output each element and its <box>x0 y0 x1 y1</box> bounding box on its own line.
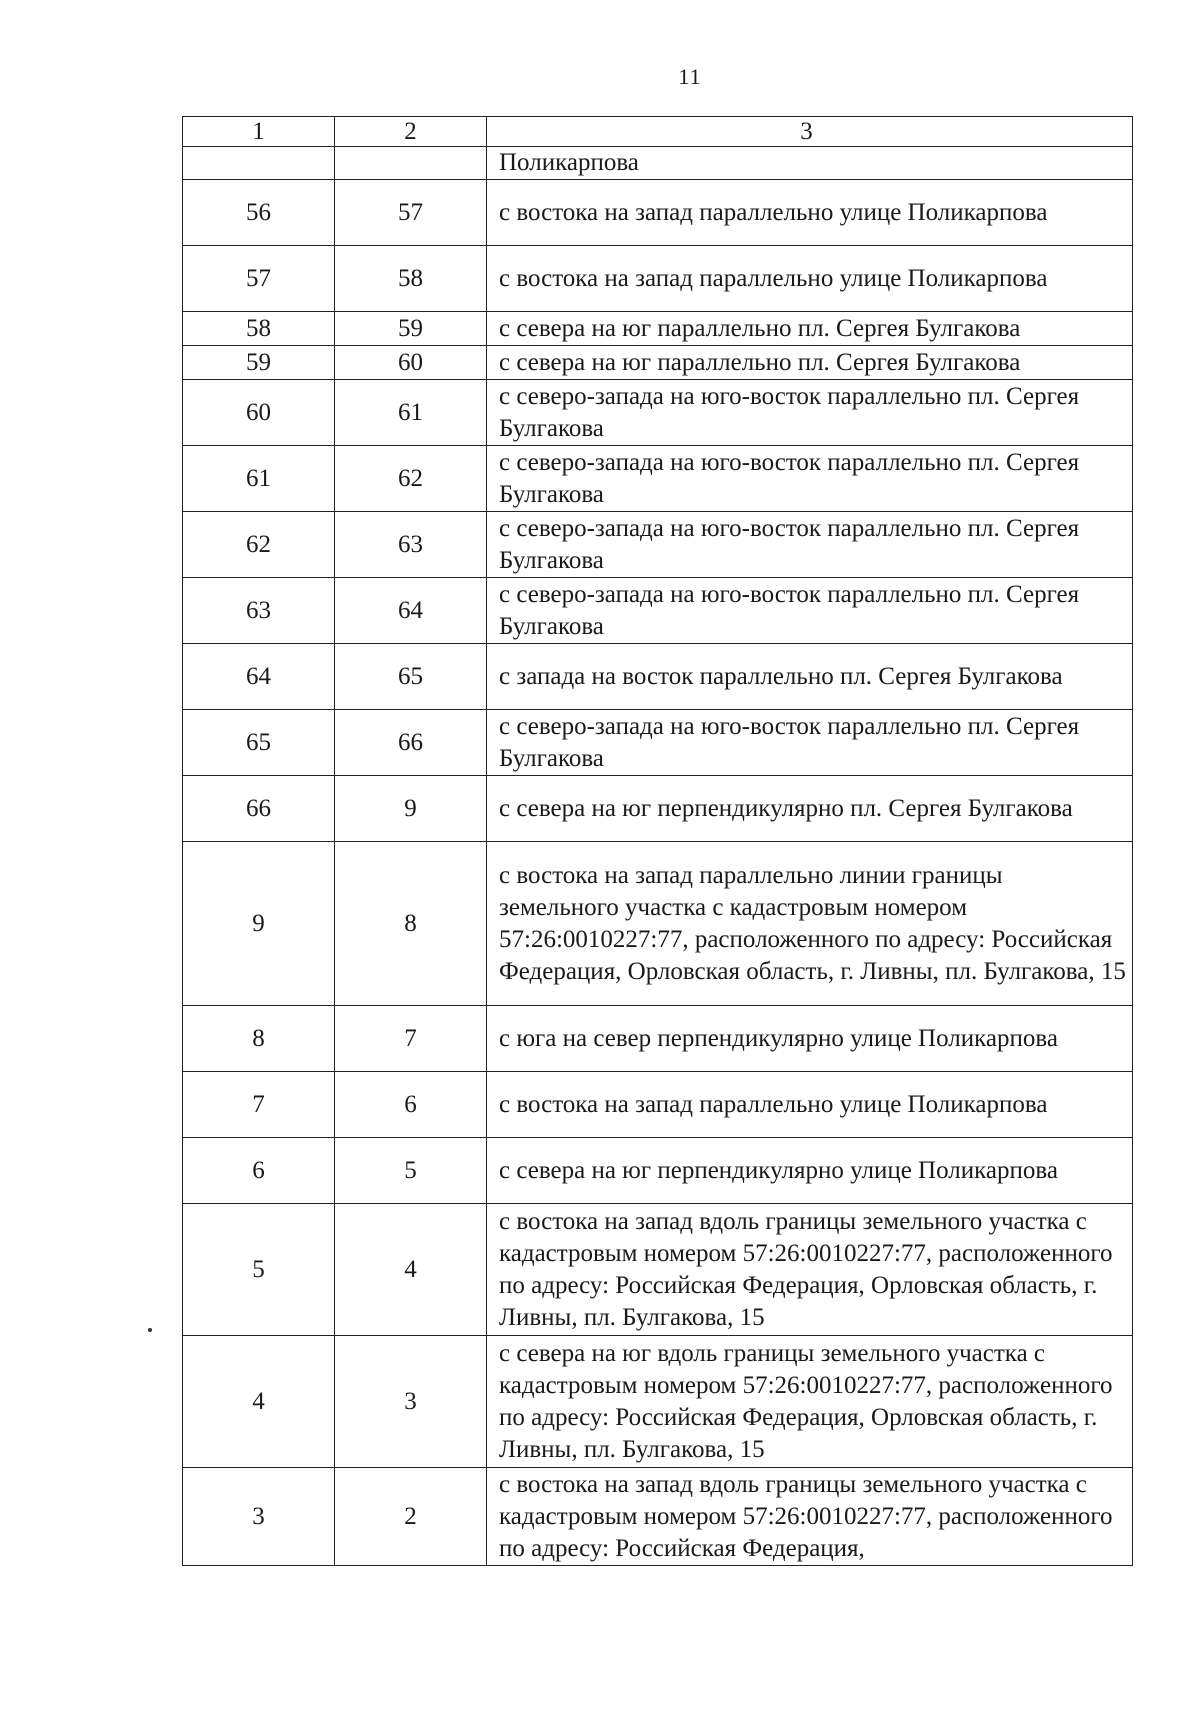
table-row <box>183 446 1133 512</box>
column-header-1: 1 <box>183 117 335 147</box>
direction-description-cell: с юга на север перпендикулярно улице Поликарпова <box>487 1006 1133 1072</box>
direction-description-cell: Поликарпова <box>487 147 1133 180</box>
page-number: 11 <box>678 64 702 89</box>
point-to-cell: 58 <box>335 246 487 312</box>
table-row <box>183 380 1133 446</box>
point-from-cell: 3 <box>183 1468 335 1566</box>
table-row <box>183 1468 1133 1566</box>
point-to-cell: 5 <box>335 1138 487 1204</box>
table-row <box>183 246 1133 312</box>
table-row <box>183 1204 1133 1336</box>
column-header-2: 2 <box>335 117 487 147</box>
point-to-cell: 66 <box>335 710 487 776</box>
direction-description-cell: с востока на запад параллельно улице Поликарпова <box>487 1072 1133 1138</box>
point-from-cell: 58 <box>183 312 335 346</box>
table-row <box>183 578 1133 644</box>
point-from-cell: 57 <box>183 246 335 312</box>
direction-description-cell: с востока на запад параллельно улице Поликарпова <box>487 180 1133 246</box>
table-row <box>183 180 1133 246</box>
point-to-cell: 2 <box>335 1468 487 1566</box>
table-row <box>183 1072 1133 1138</box>
point-to-cell: 57 <box>335 180 487 246</box>
direction-description-cell: с востока на запад вдоль границы земельного участка с кадастровым номером 57:26:0010227:77, расположенного по адресу: Российская Федерация, Орловская область, г. Ливны, пл. Булгакова, 15 <box>487 1204 1133 1336</box>
boundary-table <box>182 116 1133 1566</box>
point-to-cell: 59 <box>335 312 487 346</box>
point-to-cell: 8 <box>335 842 487 1006</box>
table-row <box>183 147 1133 180</box>
point-to-cell <box>335 147 487 180</box>
table-row <box>183 512 1133 578</box>
table-row <box>183 1006 1133 1072</box>
point-from-cell: 5 <box>183 1204 335 1336</box>
point-to-cell: 9 <box>335 776 487 842</box>
direction-description-cell: с запада на восток параллельно пл. Сергея Булгакова <box>487 644 1133 710</box>
point-from-cell: 56 <box>183 180 335 246</box>
column-header-3: 3 <box>487 117 1133 147</box>
table-header-row <box>183 117 1133 147</box>
direction-description-cell: с севера на юг вдоль границы земельного участка с кадастровым номером 57:26:0010227:77, расположенного по адресу: Российская Федерация, Орловская область, г. Ливны, пл. Булгакова, 15 <box>487 1336 1133 1468</box>
direction-description-cell: с севера на юг параллельно пл. Сергея Булгакова <box>487 312 1133 346</box>
point-to-cell: 65 <box>335 644 487 710</box>
point-from-cell: 61 <box>183 446 335 512</box>
point-from-cell <box>183 147 335 180</box>
point-from-cell: 7 <box>183 1072 335 1138</box>
point-from-cell: 63 <box>183 578 335 644</box>
point-to-cell: 4 <box>335 1204 487 1336</box>
point-to-cell: 63 <box>335 512 487 578</box>
table-row <box>183 1138 1133 1204</box>
table-row <box>183 776 1133 842</box>
point-from-cell: 6 <box>183 1138 335 1204</box>
point-to-cell: 60 <box>335 346 487 380</box>
direction-description-cell: с северо-запада на юго-восток параллельно пл. Сергея Булгакова <box>487 446 1133 512</box>
point-from-cell: 8 <box>183 1006 335 1072</box>
point-from-cell: 60 <box>183 380 335 446</box>
direction-description-cell: с севера на юг перпендикулярно пл. Сергея Булгакова <box>487 776 1133 842</box>
point-to-cell: 3 <box>335 1336 487 1468</box>
point-from-cell: 62 <box>183 512 335 578</box>
point-from-cell: 64 <box>183 644 335 710</box>
direction-description-cell: с севера на юг параллельно пл. Сергея Булгакова <box>487 346 1133 380</box>
point-to-cell: 64 <box>335 578 487 644</box>
point-from-cell: 66 <box>183 776 335 842</box>
direction-description-cell: с востока на запад вдоль границы земельного участка с кадастровым номером 57:26:0010227:77, расположенного по адресу: Российская Федерация, <box>487 1468 1133 1566</box>
table-row <box>183 644 1133 710</box>
table-row <box>183 312 1133 346</box>
point-from-cell: 59 <box>183 346 335 380</box>
direction-description-cell: с северо-запада на юго-восток параллельно пл. Сергея Булгакова <box>487 578 1133 644</box>
point-to-cell: 7 <box>335 1006 487 1072</box>
direction-description-cell: с востока на запад параллельно линии границы земельного участка с кадастровым номером 57:26:0010227:77, расположенного по адресу: Российская Федерация, Орловская область, г. Ливны, пл. Булгакова, 15 <box>487 842 1133 1006</box>
direction-description-cell: с востока на запад параллельно улице Поликарпова <box>487 246 1133 312</box>
point-from-cell: 65 <box>183 710 335 776</box>
table-row <box>183 346 1133 380</box>
point-from-cell: 4 <box>183 1336 335 1468</box>
point-to-cell: 62 <box>335 446 487 512</box>
direction-description-cell: с севера на юг перпендикулярно улице Поликарпова <box>487 1138 1133 1204</box>
point-to-cell: 6 <box>335 1072 487 1138</box>
point-from-cell: 9 <box>183 842 335 1006</box>
table-row <box>183 710 1133 776</box>
direction-description-cell: с северо-запада на юго-восток параллельно пл. Сергея Булгакова <box>487 380 1133 446</box>
scan-dot <box>148 1328 152 1332</box>
table-row <box>183 1336 1133 1468</box>
table-row <box>183 842 1133 1006</box>
direction-description-cell: с северо-запада на юго-восток параллельно пл. Сергея Булгакова <box>487 710 1133 776</box>
point-to-cell: 61 <box>335 380 487 446</box>
direction-description-cell: с северо-запада на юго-восток параллельно пл. Сергея Булгакова <box>487 512 1133 578</box>
